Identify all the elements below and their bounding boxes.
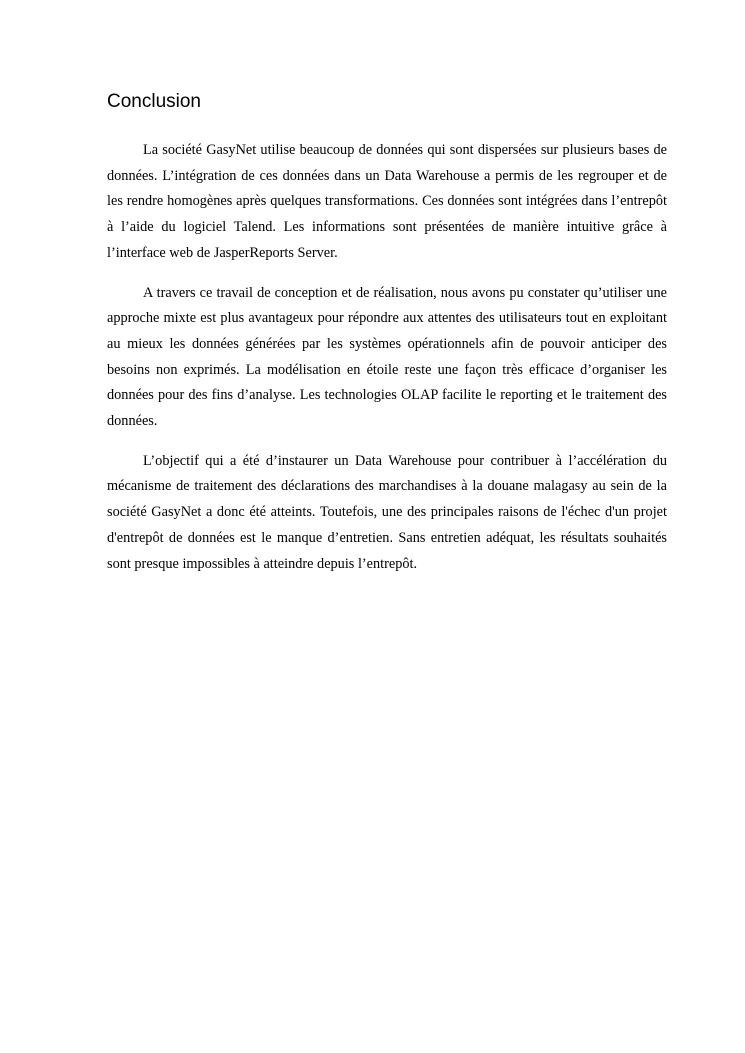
paragraph-3: L’objectif qui a été d’instaurer un Data Warehouse pour contribuer à l’accélération du mécanisme de traitement des déclarations des marchandises à la douane malagasy au sein de la société GasyNet a donc été atteints. Toutefois, une des principales raisons de l'échec d'un projet d'entrepôt de données est le manque d’entretien. Sans entretien adéquat, les résultats souhaités sont presque impossibles à atteindre depuis l’entrepôt.: [107, 452, 667, 572]
conclusion-body: [107, 138, 667, 591]
section-heading: Conclusion: [107, 91, 201, 112]
paragraph-2: A travers ce travail de conception et de réalisation, nous avons pu constater qu’utiliser une approche mixte est plus avantageux pour répondre aux attentes des utilisateurs tout en exploitant au mieux les données générées par les systèmes opérationnels afin de pouvoir anticiper des besoins non exprimés. La modélisation en étoile reste une façon très efficace d’organiser les données pour des fins d’analyse. Les technologies OLAP facilite le reporting et le traitement des données.: [107, 284, 667, 430]
paragraph-1: La société GasyNet utilise beaucoup de données qui sont dispersées sur plusieurs bases de données. L’intégration de ces données dans un Data Warehouse a permis de les regrouper et de les rendre homogènes après quelques transformations. Ces données sont intégrées dans l’entrepôt à l’aide du logiciel Talend. Les informations sont présentées de manière intuitive grâce à l’interface web de JasperReports Server.: [107, 142, 667, 261]
